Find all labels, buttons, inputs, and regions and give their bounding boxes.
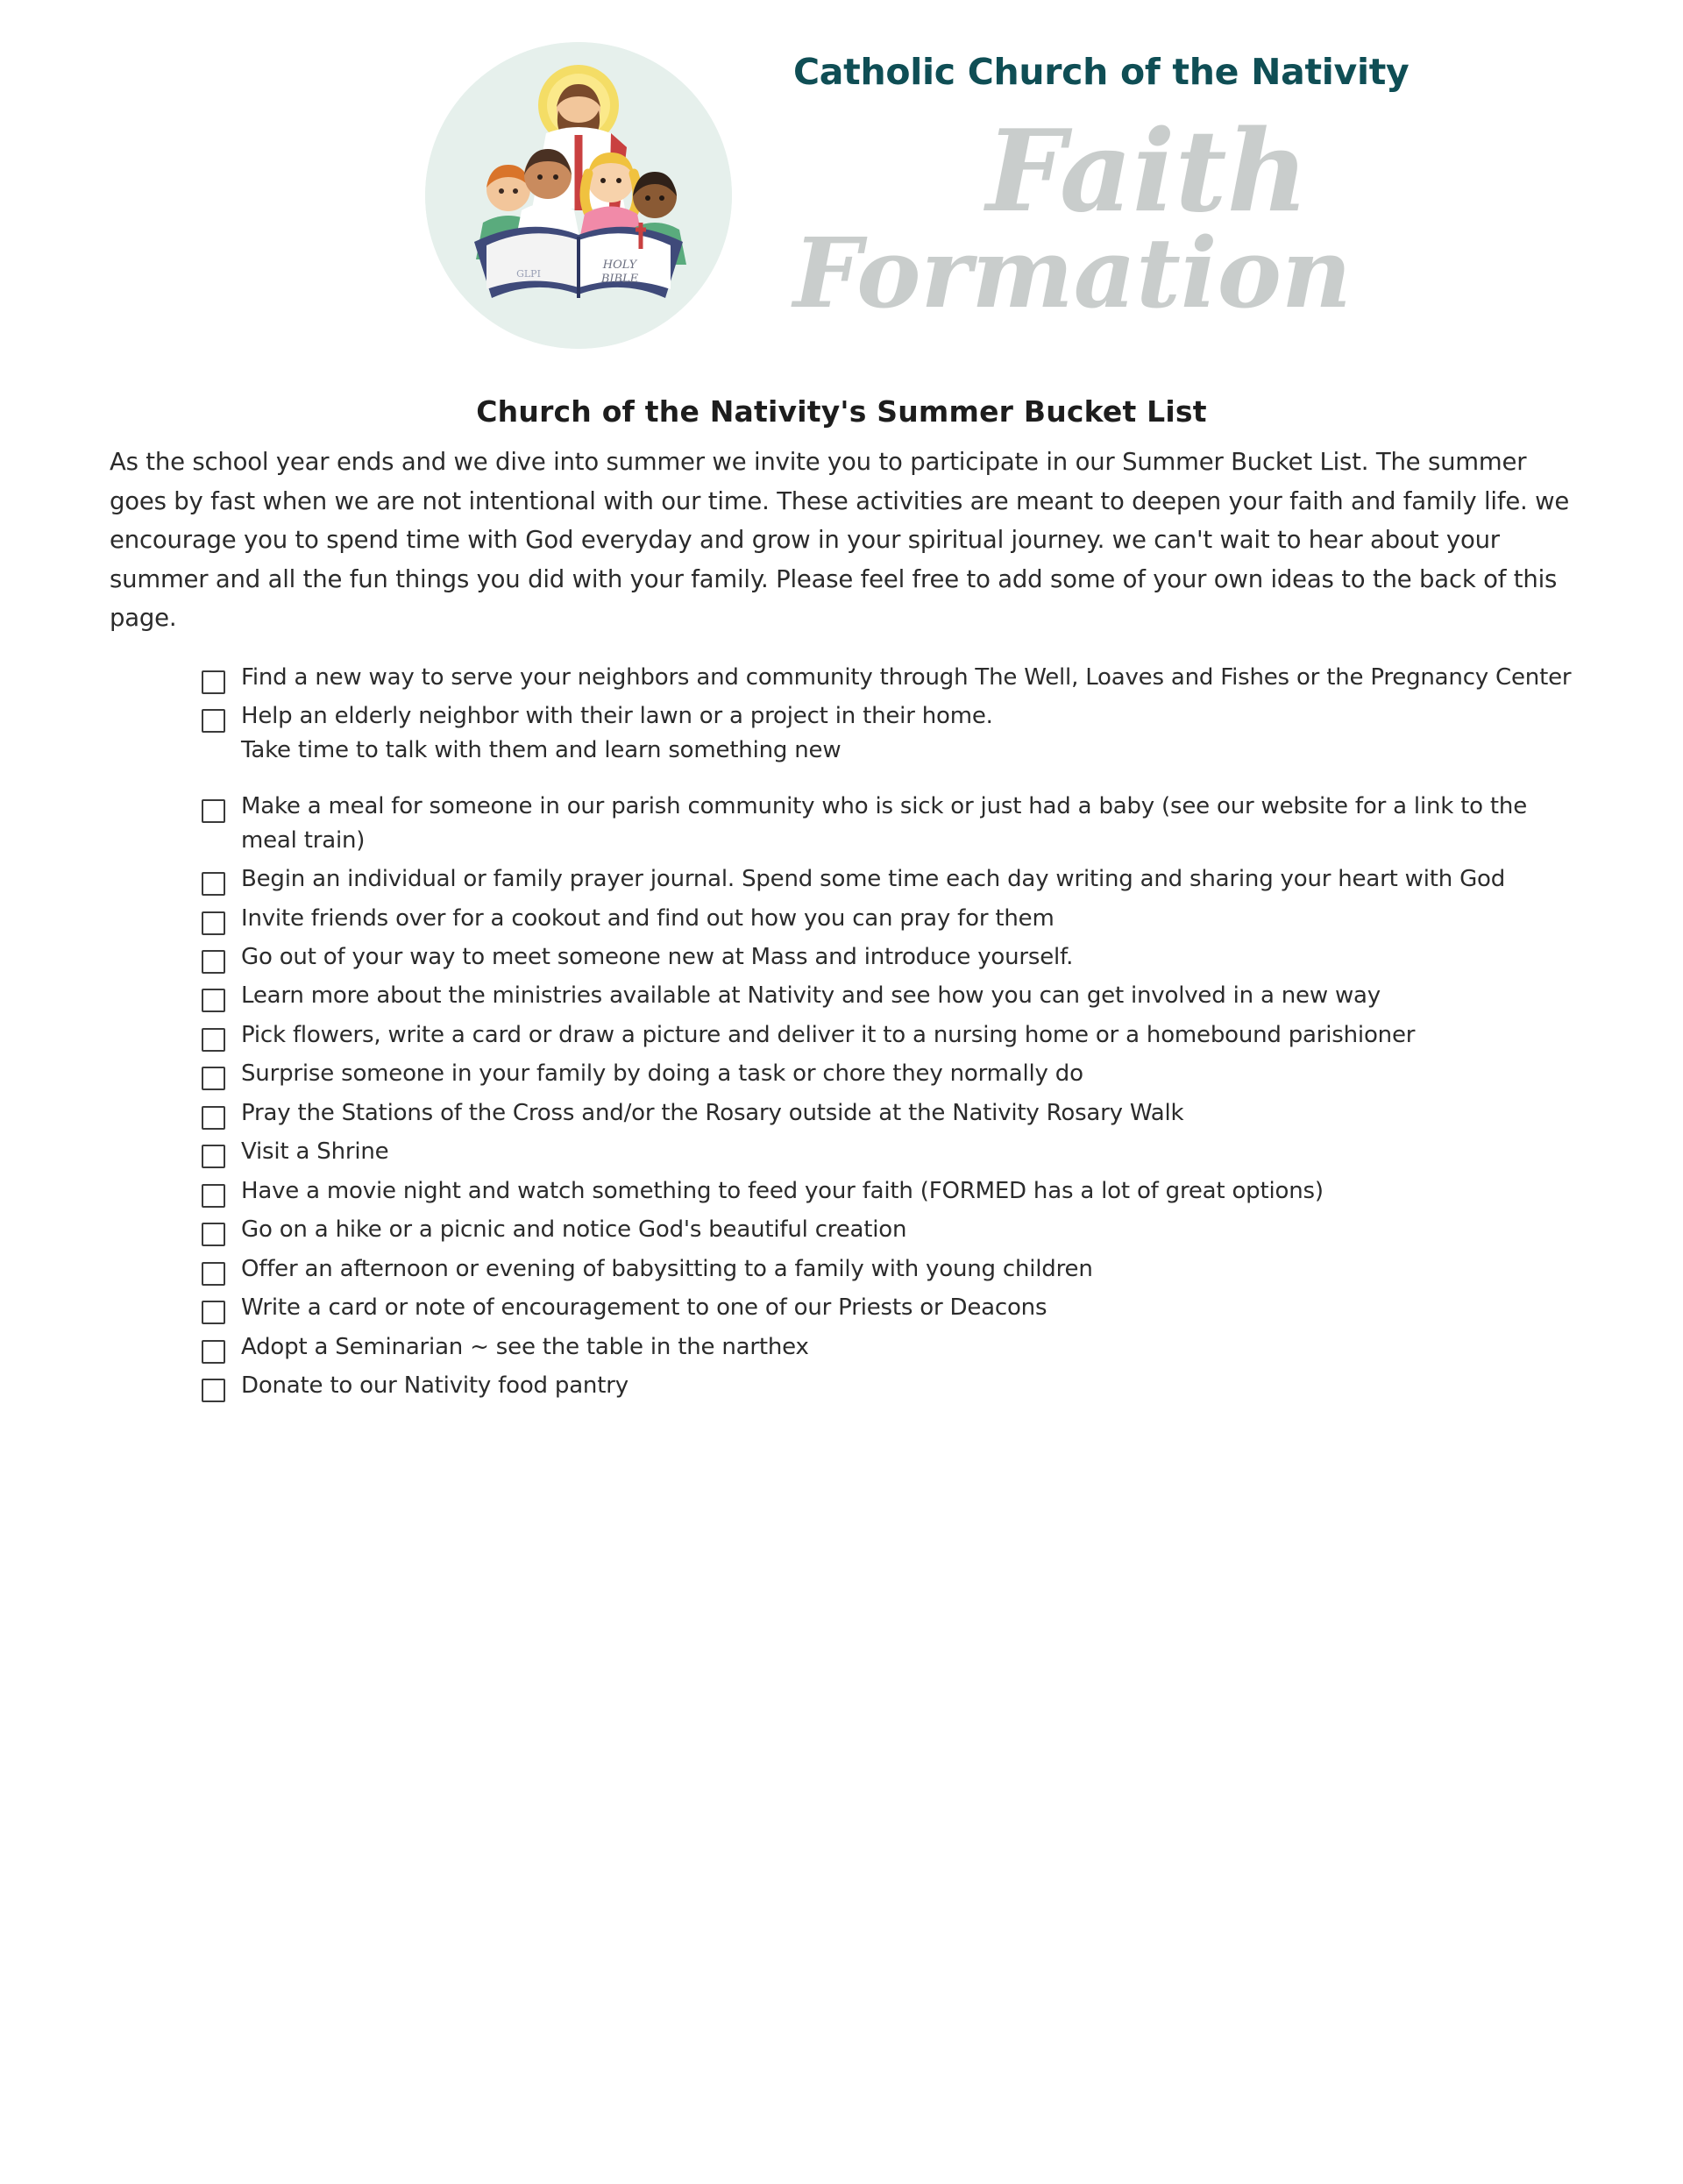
- checkbox-icon[interactable]: [202, 1379, 225, 1402]
- list-item-label: Have a movie night and watch something to feed your faith (FORMED has a lot of great options): [241, 1177, 1324, 1204]
- script-line-formation: Formation: [793, 216, 1353, 330]
- checkbox-icon[interactable]: [202, 989, 225, 1012]
- list-item[interactable]: [202, 902, 1573, 935]
- list-item-label: Visit a Shrine: [241, 1138, 389, 1166]
- checkbox-icon[interactable]: [202, 950, 225, 974]
- list-item-label: Pick flowers, write a card or draw a picture and deliver it to a nursing home or a homebound parishioner: [241, 1021, 1416, 1048]
- checkbox-icon[interactable]: [202, 799, 225, 823]
- list-item-label: Make a meal for someone in our parish community who is sick or just had a baby (see our website for a link to the meal train): [241, 793, 1528, 854]
- checkbox-icon[interactable]: [202, 709, 225, 733]
- list-item[interactable]: [202, 699, 1573, 767]
- list-item[interactable]: [202, 1252, 1573, 1286]
- list-item[interactable]: [202, 1330, 1573, 1364]
- checkbox-icon[interactable]: [202, 1067, 225, 1090]
- list-item-label: Begin an individual or family prayer journal. Spend some time each day writing and sharing your heart with God: [241, 866, 1506, 893]
- list-item-label: Go out of your way to meet someone new at Mass and introduce yourself.: [241, 944, 1074, 971]
- checkbox-icon[interactable]: [202, 670, 225, 694]
- faith-formation-script: [785, 92, 1451, 355]
- list-item[interactable]: [202, 1213, 1573, 1246]
- list-item[interactable]: [202, 1369, 1573, 1402]
- list-item-label: Help an elderly neighbor with their lawn or a project in their home. Take time to talk with them and learn something new: [241, 699, 993, 767]
- list-item[interactable]: [202, 790, 1573, 857]
- checkbox-icon[interactable]: [202, 911, 225, 935]
- masthead: [83, 0, 1600, 394]
- list-item[interactable]: [202, 979, 1573, 1012]
- checkbox-icon[interactable]: [202, 1262, 225, 1286]
- list-item[interactable]: [202, 1135, 1573, 1168]
- brand-title: Catholic Church of the Nativity: [793, 51, 1410, 93]
- list-item[interactable]: [202, 1174, 1573, 1208]
- list-item-label: Learn more about the ministries available at Nativity and see how you can get involved in a new way: [241, 982, 1381, 1010]
- list-item[interactable]: [202, 1057, 1573, 1090]
- list-item-label: Invite friends over for a cookout and find out how you can pray for them: [241, 904, 1055, 932]
- list-item[interactable]: [202, 1291, 1573, 1324]
- list-item[interactable]: [202, 1018, 1573, 1052]
- checkbox-icon[interactable]: [202, 1340, 225, 1364]
- list-item-label-secondary: Take time to talk with them and learn something new: [241, 736, 842, 763]
- checkbox-icon[interactable]: [202, 1223, 225, 1246]
- svg-text:HOLY: HOLY: [602, 259, 637, 272]
- list-item-label: Donate to our Nativity food pantry: [241, 1372, 628, 1400]
- list-item[interactable]: [202, 661, 1573, 694]
- list-item-label: Go on a hike or a picnic and notice God's beautiful creation: [241, 1216, 907, 1244]
- checkbox-icon[interactable]: [202, 1145, 225, 1168]
- list-item-label: Pray the Stations of the Cross and/or the Rosary outside at the Nativity Rosary Walk: [241, 1099, 1184, 1126]
- script-line-faith: Faith: [986, 106, 1309, 238]
- list-item-label: Adopt a Seminarian ~ see the table in the narthex: [241, 1333, 809, 1360]
- checkbox-icon[interactable]: [202, 872, 225, 896]
- children-reading-bible-icon: [425, 42, 732, 349]
- page-title: Church of the Nativity's Summer Bucket List: [476, 394, 1207, 429]
- checkbox-icon[interactable]: [202, 1301, 225, 1324]
- list-item[interactable]: [202, 940, 1573, 974]
- list-item-label: Write a card or note of encouragement to one of our Priests or Deacons: [241, 1294, 1047, 1322]
- checkbox-icon[interactable]: [202, 1028, 225, 1052]
- list-item-label: Surprise someone in your family by doing a task or chore they normally do: [241, 1060, 1083, 1088]
- checkbox-icon[interactable]: [202, 1184, 225, 1208]
- checkbox-icon[interactable]: [202, 1106, 225, 1130]
- list-item[interactable]: [202, 862, 1573, 896]
- intro-paragraph: As the school year ends and we dive into summer we invite you to participate in our Summer Bucket List. The summer goes by fast when we are not intentional with our time. These activities are meant to deepen your faith and family life. we encourage you to spend time with God everyday and grow in your spiritual journey. we can't wait to hear about your summer and all the fun things you did with your family. Please feel free to add some of your own ideas to the back of this page.: [110, 448, 1570, 633]
- list-item-label: Find a new way to serve your neighbors and community through The Well, Loaves and Fishes or the Pregnancy Center: [241, 663, 1572, 691]
- bucket-list: [83, 661, 1600, 1403]
- list-item-label: Offer an afternoon or evening of babysitting to a family with young children: [241, 1255, 1093, 1282]
- svg-text:BIBLE: BIBLE: [600, 273, 639, 286]
- svg-text:GLPI: GLPI: [516, 268, 541, 280]
- list-item[interactable]: [202, 1096, 1573, 1130]
